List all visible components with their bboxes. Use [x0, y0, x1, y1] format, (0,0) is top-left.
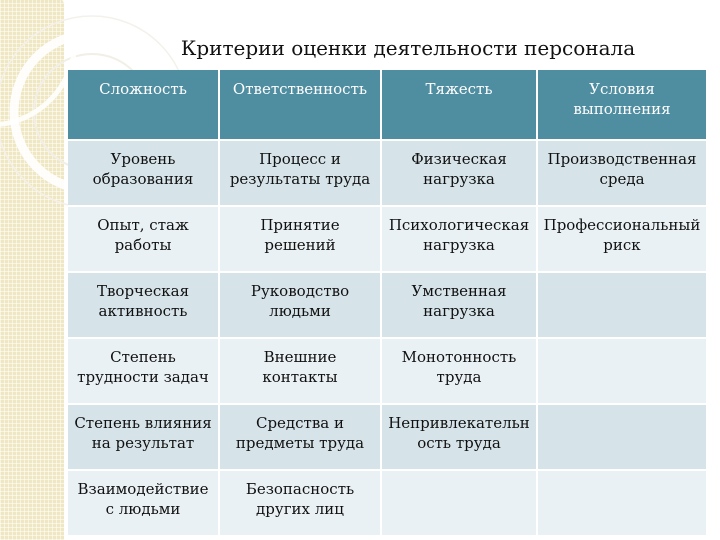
table-cell: Безопасность других лиц [219, 470, 381, 535]
table-cell: Умственная нагрузка [381, 272, 537, 338]
table-cell [381, 470, 537, 535]
table-row [68, 206, 706, 272]
table-cell: Опыт, стаж работы [68, 206, 219, 272]
column-header-severity: Тяжесть [381, 70, 537, 140]
column-header-responsibility: Ответственность [219, 70, 381, 140]
table-cell: Степень влияния на результат [68, 404, 219, 470]
table-cell: Творческая активность [68, 272, 219, 338]
table-cell: Степень трудности задач [68, 338, 219, 404]
table-cell: Профессиональный риск [537, 206, 706, 272]
table-row [68, 338, 706, 404]
table-header-row [68, 70, 706, 140]
table-row [68, 404, 706, 470]
table-cell [537, 338, 706, 404]
table-cell: Средства и предметы труда [219, 404, 381, 470]
column-header-conditions: Условия выполнения [537, 70, 706, 140]
table-row [68, 272, 706, 338]
table-cell: Физическая нагрузка [381, 140, 537, 206]
table-cell: Процесс и результаты труда [219, 140, 381, 206]
table-cell: Руководство людьми [219, 272, 381, 338]
table-cell: Монотонность труда [381, 338, 537, 404]
table-cell: Непривлекательн ость труда [381, 404, 537, 470]
page-title: Критерии оценки деятельности персонала [180, 36, 636, 60]
table-cell: Производственная среда [537, 140, 706, 206]
table-cell: Психологическая нагрузка [381, 206, 537, 272]
table-row [68, 140, 706, 206]
criteria-table [68, 70, 706, 535]
table-cell [537, 470, 706, 535]
table-cell: Взаимодействие с людьми [68, 470, 219, 535]
table-row [68, 470, 706, 535]
table-cell [537, 404, 706, 470]
column-header-complexity: Сложность [68, 70, 219, 140]
table-cell [537, 272, 706, 338]
table-cell: Принятие решений [219, 206, 381, 272]
table-cell: Внешние контакты [219, 338, 381, 404]
table-cell: Уровень образования [68, 140, 219, 206]
